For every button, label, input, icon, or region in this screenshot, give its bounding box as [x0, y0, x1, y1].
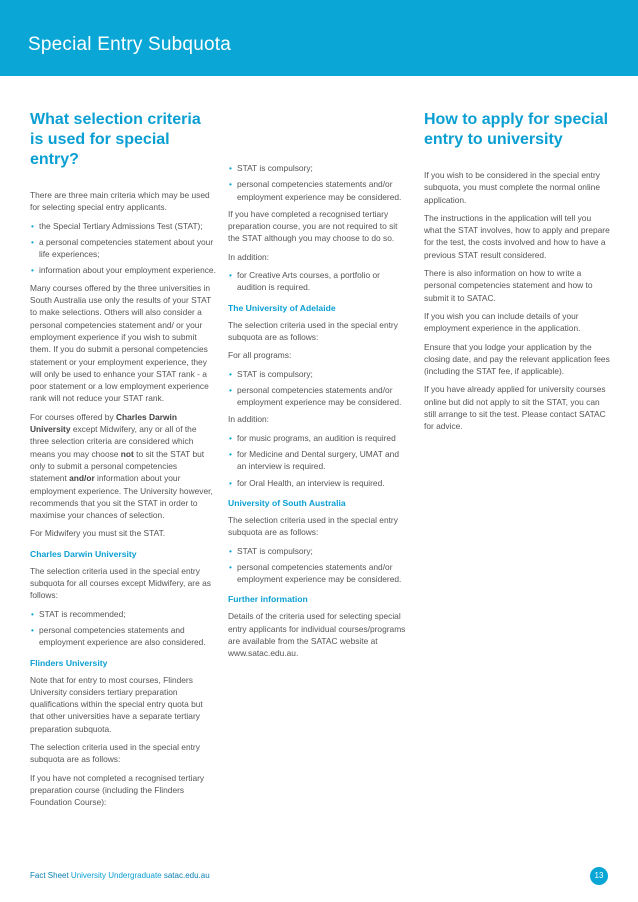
for-all-programs-label: For all programs:: [228, 350, 292, 361]
adelaide-criteria-list: [228, 368, 406, 409]
completed-prep-paragraph: If you have completed a recognised tertiary preparation course, you are not required to sit the STAT although you may choose to do so.: [228, 208, 398, 244]
column-university-criteria: [228, 162, 406, 666]
subheading-unisa: University of South Australia: [228, 497, 346, 508]
page-title: Special Entry Subquota: [28, 34, 231, 55]
in-addition-label: In addition:: [228, 414, 269, 425]
apply-paragraph: Ensure that you lodge your application by the closing date, and pay the relevant application fees (including the STAT fee, if applicable).: [424, 341, 610, 377]
footer-category: University Undergraduate: [68, 871, 164, 880]
unisa-criteria-list: [228, 545, 406, 586]
bold-not: not: [120, 448, 134, 459]
flinders-stat-list: [228, 162, 406, 203]
flinders-paragraph-2: The selection criteria used in the special entry subquota are as follows:: [30, 741, 200, 765]
page-number-badge: 13: [590, 867, 608, 885]
list-item: • for music programs, an audition is required: [228, 432, 406, 444]
section-heading-selection-criteria: What selection criteria is used for special entry?: [30, 111, 201, 168]
header-banner: [0, 0, 638, 76]
flinders-paragraph-3: If you have not completed a recognised tertiary preparation course (including the Flinders Foundation Course):: [30, 772, 205, 808]
list-item: • personal competencies statements and employment experience are also considered.: [30, 624, 216, 649]
list-item: • for Creative Arts courses, a portfolio or audition is required.: [228, 269, 406, 294]
adelaide-addition-list: [228, 432, 406, 489]
list-item: • STAT is compulsory;: [228, 162, 406, 174]
text-fragment: to sit the STAT but only to submit a personal competencies statement: [30, 448, 205, 484]
column-how-to-apply: [424, 110, 610, 439]
cdu-criteria-list: [30, 608, 216, 649]
list-item: • for Oral Health, an interview is required.: [228, 477, 406, 489]
list-item: • information about your employment experience.: [30, 264, 216, 276]
list-item: • personal competencies statements and/or employment experience may be considered.: [228, 561, 406, 586]
further-information-text: Details of the criteria used for selecting special entry applicants for individual courses/programs are available from the SATAC website at www.satac.edu.au.: [228, 611, 406, 659]
list-item: • STAT is compulsory;: [228, 545, 406, 557]
flinders-addition-list: [228, 269, 406, 294]
in-addition-label: In addition:: [228, 251, 269, 262]
apply-paragraph: If you wish you can include details of your employment experience in the application.: [424, 310, 581, 334]
list-item: • personal competencies statements and/or employment experience may be considered.: [228, 178, 406, 203]
many-courses-paragraph: Many courses offered by the three universities in South Australia use only the results of your STAT to make selections. Others will also consider a personal competencies statement and/ or your employment experience if you wish to submit them. If you do submit a personal competencies statement or your employment experience, they will only be used to enhance your STAT rank - a poor statement or a low employment experience rank will not reduce your STAT rank.: [30, 282, 212, 404]
bold-cdu: Charles Darwin University: [30, 411, 177, 435]
text-fragment: information about your employment experience. The University however, recommends that you sit the STAT in order to maximise your chances of selection.: [30, 473, 213, 521]
subheading-flinders: Flinders University: [30, 657, 108, 668]
apply-paragraph: The instructions in the application will tell you what the STAT involves, how to apply and prepare for the test, the costs involved and how to have a previous STAT result considered.: [424, 212, 610, 260]
cdu-criteria-text: The selection criteria used in the special entry subquota for all courses except Midwifery, are as follows:: [30, 565, 211, 601]
list-item: • a personal competencies statement about your life experiences;: [30, 236, 216, 261]
section-heading-how-to-apply: How to apply for special entry to university: [424, 111, 609, 148]
apply-paragraph: If you wish to be considered in the special entry subquota, you must complete the normal online application.: [424, 170, 600, 205]
intro-paragraph: There are three main criteria which may be used for selecting special entry applicants.: [30, 190, 210, 213]
subheading-further-information: Further information: [228, 594, 308, 605]
subheading-cdu: Charles Darwin University: [30, 548, 137, 559]
adelaide-criteria-text: The selection criteria used in the special entry subquota are as follows:: [228, 319, 398, 342]
list-item: • personal competencies statements and/or employment experience may be considered.: [228, 384, 406, 409]
column-selection-criteria: [30, 110, 216, 814]
apply-paragraph: There is also information on how to write a personal competencies statement and how to submit it to SATAC.: [424, 268, 593, 303]
list-item: • for Medicine and Dental surgery, UMAT and an interview is required.: [228, 448, 406, 473]
midwifery-paragraph: For Midwifery you must sit the STAT.: [30, 528, 166, 539]
footer: [30, 871, 210, 880]
text-fragment: except Midwifery, any or all of the three selection criteria are considered which means you may choose: [30, 424, 197, 459]
text-fragment: For courses offered by: [30, 411, 116, 422]
flinders-paragraph-1: Note that for entry to most courses, Flinders University considers tertiary preparation qualifications within the special entry quota but that other universities have a separate tertiary preparation subquota.: [30, 674, 203, 734]
unisa-criteria-text: The selection criteria used in the special entry subquota are as follows:: [228, 514, 398, 538]
list-item: • STAT is recommended;: [30, 608, 216, 620]
list-item: • STAT is compulsory;: [228, 368, 406, 380]
cdu-paragraph: [30, 411, 216, 522]
subheading-adelaide: The University of Adelaide: [228, 302, 336, 313]
footer-fact-sheet: Fact Sheet: [30, 871, 69, 880]
footer-website: satac.edu.au: [163, 871, 210, 880]
criteria-list: [30, 220, 216, 277]
bold-and-or: and/or: [69, 473, 95, 484]
list-item: • the Special Tertiary Admissions Test (STAT);: [30, 220, 216, 232]
apply-paragraph: If you have already applied for university courses online but did not apply to sit the STAT, you can still arrange to sit the test. Please contact SATAC for advice.: [424, 384, 606, 432]
